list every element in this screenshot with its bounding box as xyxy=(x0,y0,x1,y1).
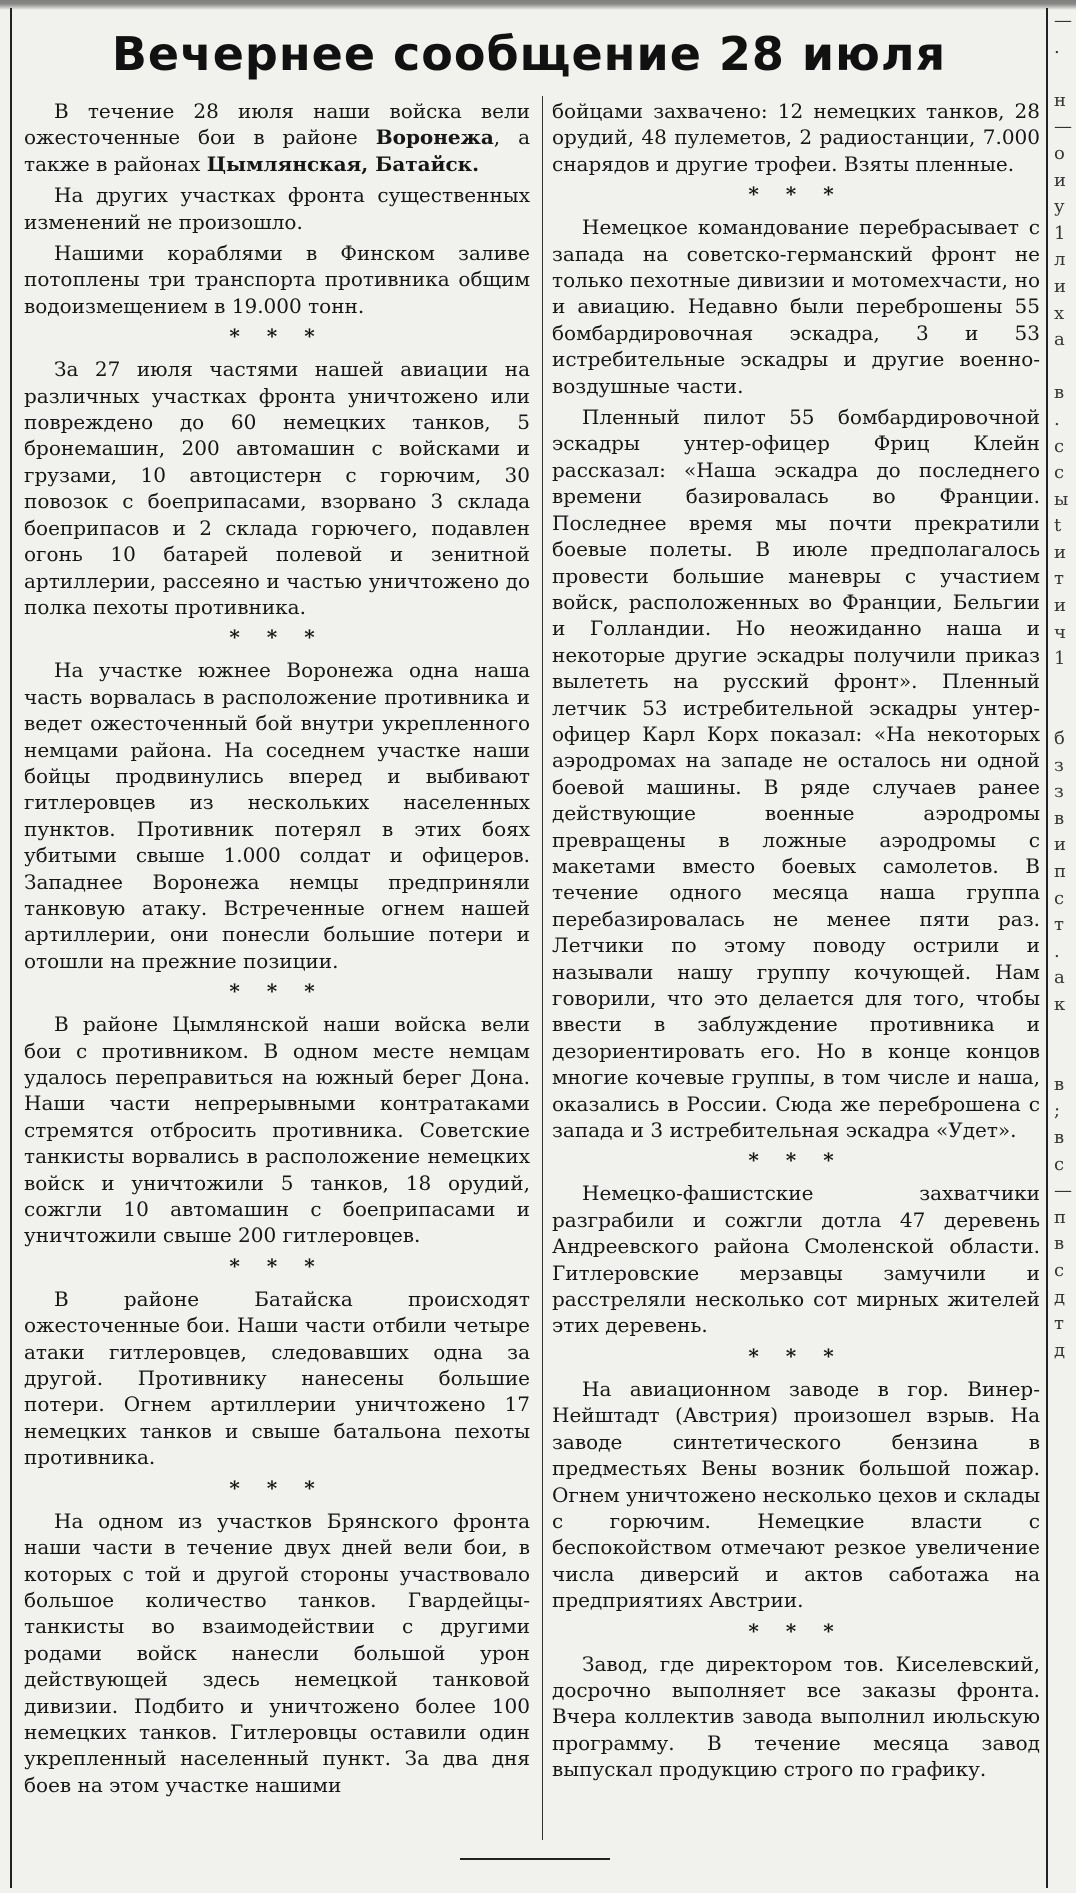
article-end-rule xyxy=(460,1858,610,1860)
text-run: В течение 28 июля наши войска вели ожесточенные бои в районе xyxy=(24,99,530,150)
article-headline: Вечернее сообщение 28 июля xyxy=(111,27,947,81)
center-column-rule xyxy=(542,96,543,1840)
paragraph-bryansk-continued: бойцами захвачено: 12 немецких танков, 28 орудий, 48 пулеметов, 2 радиостанции, 7.000 снарядов и другие трофеи. Взяты пленные. xyxy=(552,99,1040,176)
right-column xyxy=(552,98,1040,1788)
paragraph-german-command: Немецкое командование перебрасывает с запада на советско-германский фронт не только пехотные дивизии и мотомехчасти, но и авиацию. Недавно были переброшены 55 бомбардировочная эскадра, 3 и 53 истребительные эскадры и другие военно-воздушные части. xyxy=(552,215,1040,398)
text-run: , а также в районах xyxy=(24,125,531,176)
top-edge-strip xyxy=(0,0,1076,10)
left-column-rule xyxy=(10,8,12,1888)
paragraph-finnish-gulf: Нашими кораблями в Финском заливе потоплены три транспорта противника общим водоизмещением в 19.000 тонн. xyxy=(24,241,530,318)
section-separator: * * * xyxy=(229,625,325,650)
place-names-tsymlyanskaya-bataysk: Цымлянская, Батайск. xyxy=(206,151,480,176)
paragraph-aviation: За 27 июля частями нашей авиации на различных участках фронта уничтожено или повреждено до 60 немецких танков, 5 бронемашин, 200 автомашин с войсками и грузами, 10 автоцистерн с горючим, 30 повозок с боеприпасами, взорвано 3 склада боеприпасов и 2 склада горючего, подавлен огонь 10 батарей полевой и зенитной артиллерии, рассеяно и частью уничтожено до полка пехоты противника. xyxy=(24,357,530,619)
place-name-voronezh: Воронежа xyxy=(375,125,494,150)
paragraph-austria-sabotage: На авиационном заводе в гор. Винер-Нейштадт (Австрия) произошел взрыв. На заводе синтетического бензина в предместьях Вены возник большой пожар. Огнем уничтожено несколько цехов и склады с горючим. Немецкие власти с беспокойством отмечают резкое увеличение числа диверсий и актов саботажа на предприятиях Австрии. xyxy=(552,1376,1040,1613)
section-separator: * * * xyxy=(748,1148,844,1173)
section-separator: * * * xyxy=(748,1618,844,1643)
left-column xyxy=(24,98,530,1803)
paragraph-other-sectors: На других участках фронта существенных изменений не произошло. xyxy=(24,183,530,234)
paragraph-opening xyxy=(24,98,530,177)
section-separator: * * * xyxy=(748,1343,844,1368)
paragraph-factory: Завод, где директором тов. Киселевский, досрочно выполняет все заказы фронта. Вчера коллектив завода выполнил июльскую программу. В течение месяца завод выпускал продукцию строго по графику. xyxy=(552,1651,1040,1782)
right-column-rule xyxy=(1046,8,1048,1888)
paragraph-bryansk: На одном из участков Брянского фронта наши части в течение двух дней вели бои, в которых с той и другой стороны участвовало большое количество танков. Гвардейцы-танкисты во взаимодействии с другими родами войск нанесли большой урон действующей здесь немецкой танковой дивизии. Подбито и уничтожено более 100 немецких танков. Гитлеровцы оставили один укрепленный населенный пункт. За два дня боев на этом участке нашими xyxy=(24,1508,530,1797)
section-separator: * * * xyxy=(748,182,844,207)
section-separator: * * * xyxy=(229,1475,325,1500)
section-separator: * * * xyxy=(229,979,325,1004)
paragraph-smolensk-villages: Немецко-фашистские захватчики разграбили и сожгли дотла 47 деревень Андреевского района Смоленской области. Гитлеровские мерзавцы замучили и расстреляли несколько сот мирных жителей этих деревень. xyxy=(552,1181,1040,1338)
section-separator: * * * xyxy=(229,324,325,349)
paragraph-bataysk: В районе Батайска происходят ожесточенные бои. Наши части отбили четыре атаки гитлеровцев, следовавших одна за другой. Противнику нанесены большие потери. Огнем артиллерии уничтожено 17 немецких танков и свыше батальона пехоты противника. xyxy=(24,1286,530,1470)
section-separator: * * * xyxy=(229,1253,325,1278)
paragraph-south-voronezh: На участке южнее Воронежа одна наша часть ворвалась в расположение противника и ведет ожесточенный бой внутри укрепленного немцами района. На соседнем участке наши бойцы продвинулись вперед и выбивают гитлеровцев из нескольких населенных пунктов. Противник потерял в этих боях убитыми свыше 1.000 солдат и офицеров. Западнее Воронежа немцы предприняли танковую атаку. Встреченные огнем нашей артиллерии, они понесли большие потери и отошли на прежние позиции. xyxy=(24,658,530,973)
paragraph-tsymlyanskaya: В районе Цымлянской наши войска вели бои с противником. В одном месте немцам удалось переправиться на южный берег Дона. Наши части непрерывными контратаками стремятся отбросить противника. Советские танкисты ворвались в расположение немецких войск и уничтожили 5 танков, 18 орудий, сожгли 10 автомашин с боеприпасами и уничтожили свыше 200 гитлеровцев. xyxy=(24,1012,530,1248)
paragraph-captured-pilots: Пленный пилот 55 бомбардировочной эскадры унтер-офицер Фриц Клейн рассказал: «Наша эскадра до последнего времени базировалась во Франции. Последнее время мы почти прекратили боевые полеты. В июле предполагалось провести большие маневры с участием войск, расположенных во Франции, Бельгии и Голландии. Но неожиданно наша и некоторые другие эскадры получили приказ вылететь на русский фронт». Пленный летчик 53 истребительной эскадры унтер-офицер Карл Корх показал: «На некоторых аэродромах на западе не осталось ни одной боевой машины. В ряде случаев ранее действующие военные аэродромы превращены в ложные аэродромы с макетами вместо боевых самолетов. В течение одного месяца наша группа перебазировалась не менее пяти раз. Летчики по этому поводу острили и называли нашу группу кочующей. Нам говорили, что это делается для того, чтобы ввести в заблуждение противника и дезориентировать его. Но в конце концов многие кочевые группы, в том числе и наша, оказались в России. Сюда же переброшена с запада и 3 истребительная эскадра «Удет». xyxy=(552,405,1040,1143)
adjacent-column-fragments: — . н — о и у 1 л и х а в . с с ы t и т и ч 1 б з з в и п с т . а к в ; в с — п в с д т д xyxy=(1054,10,1072,1361)
